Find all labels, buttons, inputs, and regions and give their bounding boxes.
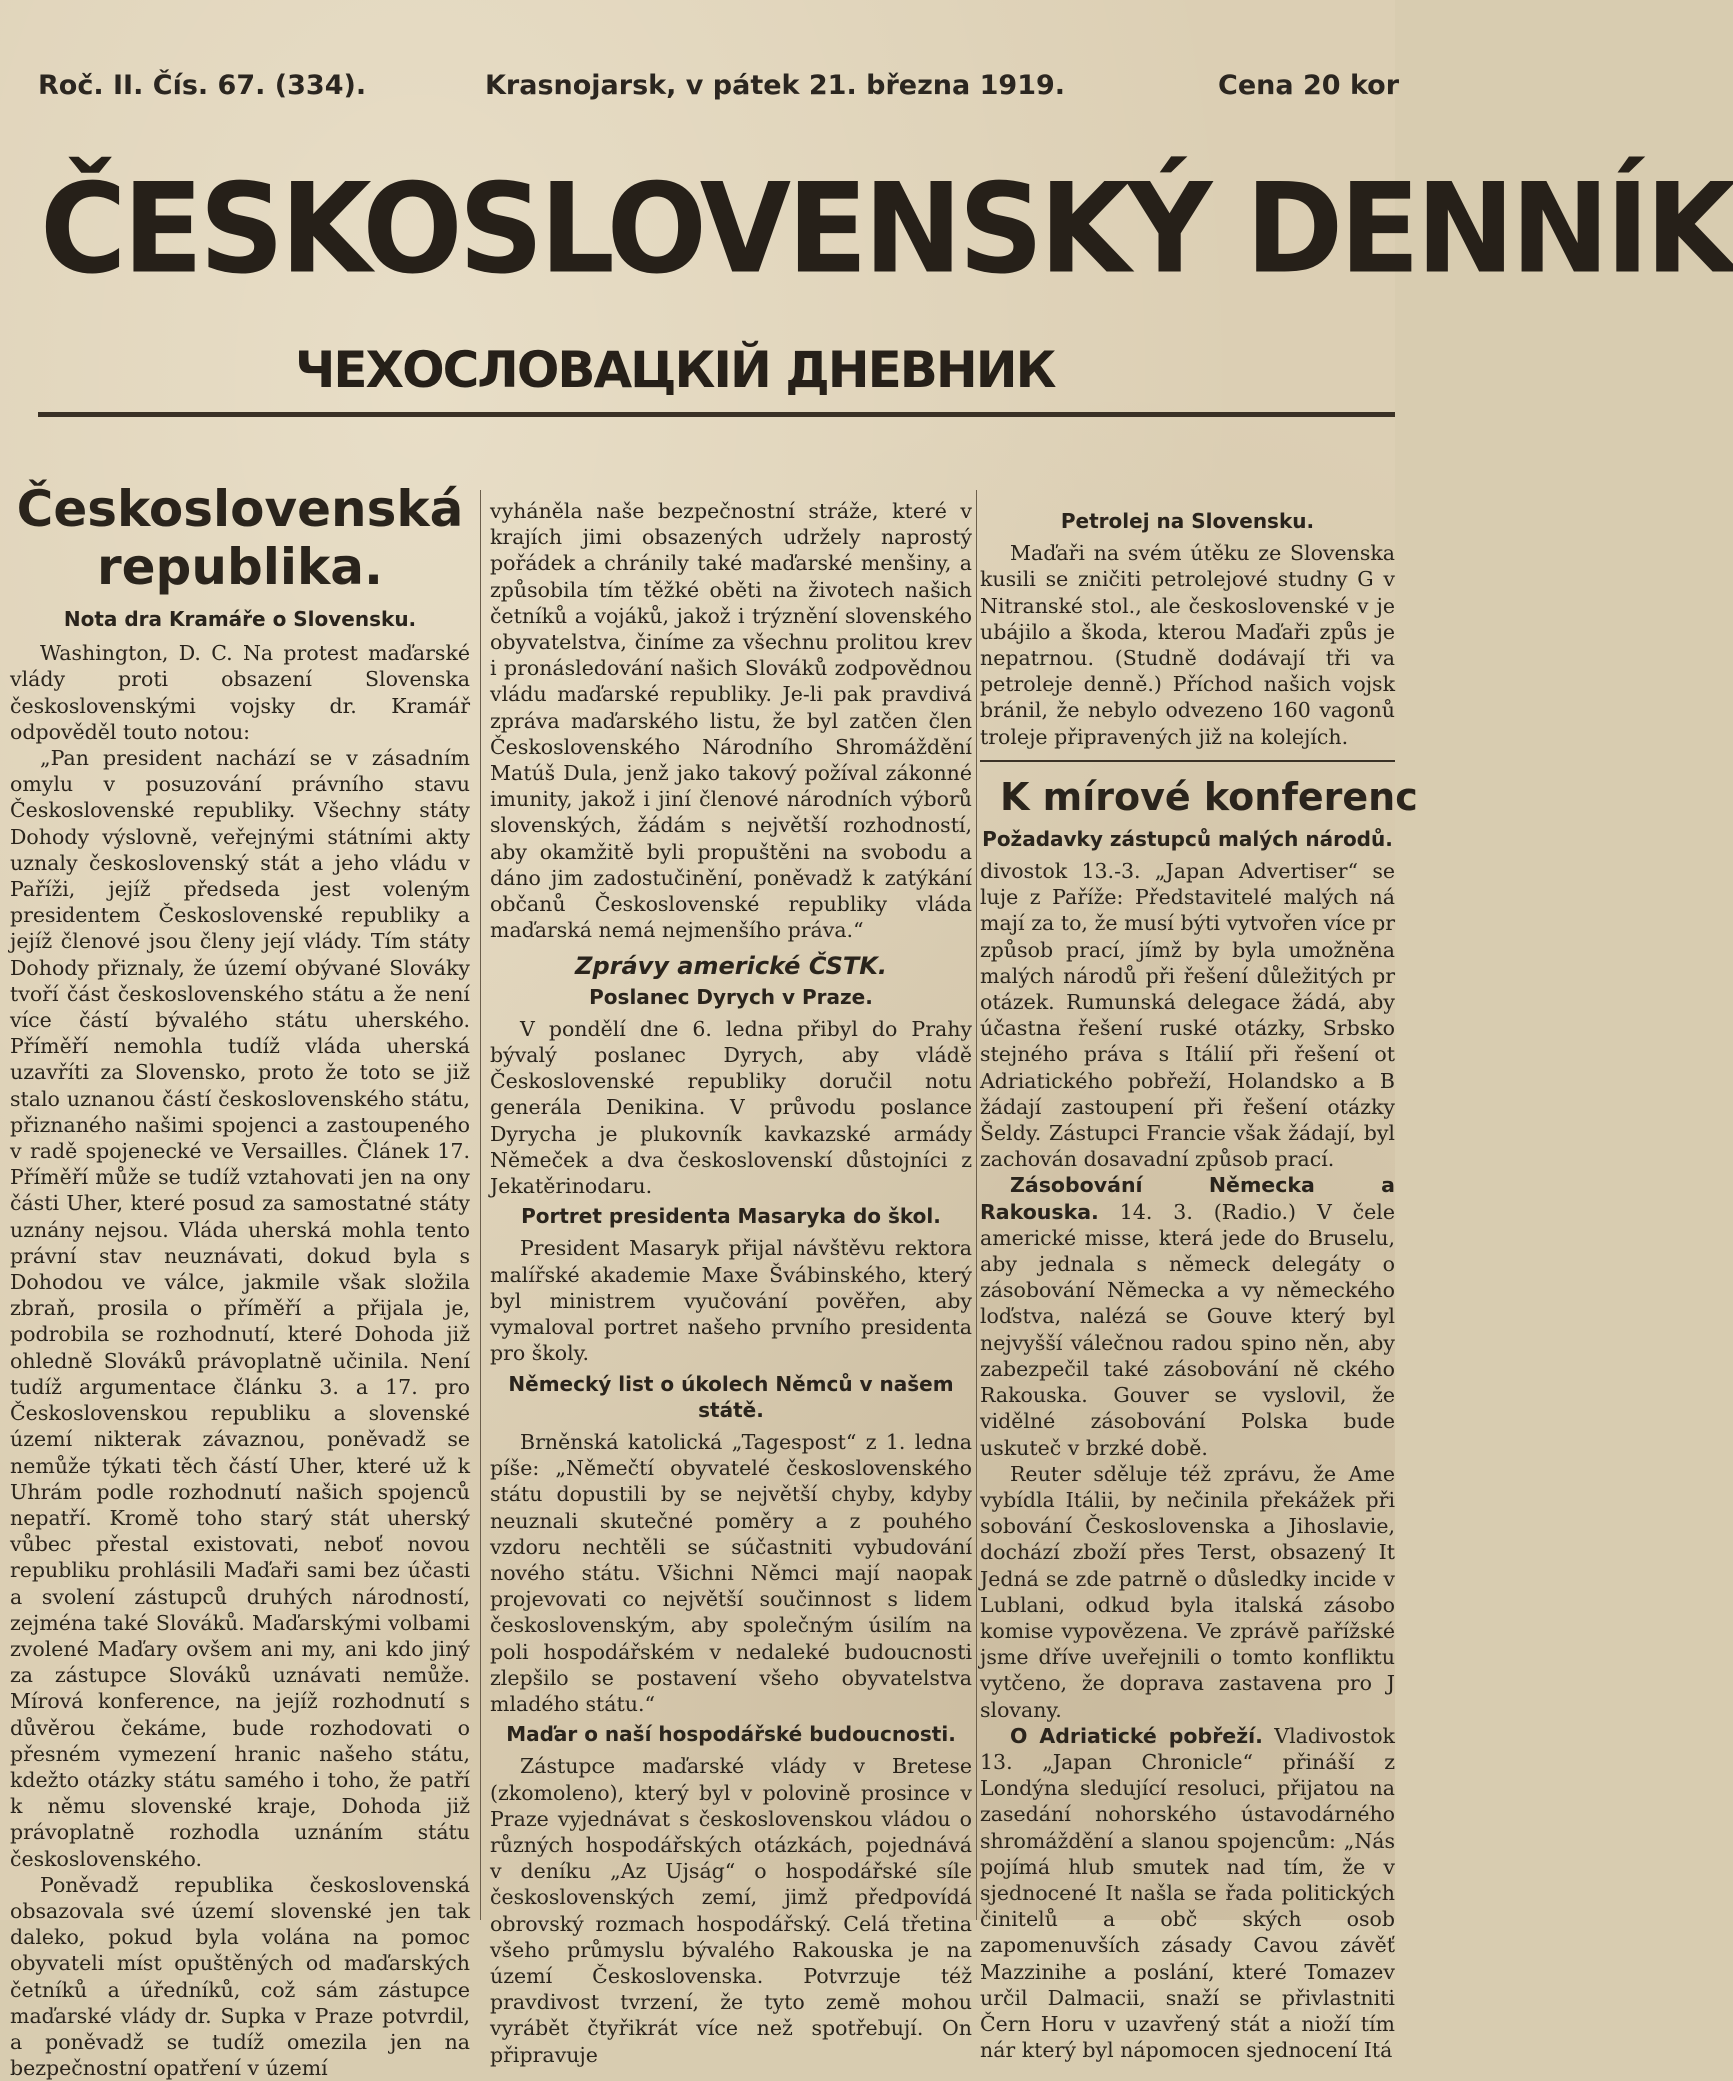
column-3	[980, 504, 1418, 2063]
issue-number: Roč. II. Čís. 67. (334).	[38, 70, 367, 101]
article-paragraph: vyháněla naše bezpečnostní stráže, které v krajích jimi obsazených udržely naprostý pořádek a chránily také maďarské menšiny, a způsobila tím těžké oběti na životech našich četníků a vojáků, jakož i trýznění slovenského obyvatelstva, činíme za všechnu prolitou krev i pronásledování našich Slováků zodpovědnou vládu maďarské republiky. Je-li pak pravdivá zpráva maďarského listu, že byl zatčen člen Československého Národního Shromáždění Matúš Dula, jenž jako takový požíval zákonné imunity, jakož i jiní členové národních výborů slovenských, žádám s největší rozhodností, aby okamžitě byli propuštěni na svobodu a dáno jim zadostučinění, poněvadž k zatýkání občanů Československé republiky vláda maďarská nemá nejmenšího práva.“	[490, 499, 972, 943]
article-paragraph: Washington, D. C. Na protest maďarské vlády proti obsazení Slovenska československými vojsky dr. Kramář odpověděl touto notou:	[10, 641, 470, 744]
article-paragraph: „Pan president nachází se v zásadním omylu v posuzování právního stavu Československé republiky. Všechny státy Dohody výslovně, veřejnými státními akty uznaly československý stát a jeho vládu v Paříži, jejíž předseda jest voleným presidentem Československé republiky a jejíž členové jsou členy její vlády. Tím státy Dohody přiznaly, že území obývané Slováky tvoří část československého státu a že není více částí bývalého státu uherského. Příměří nemohla tudíž vláda uherská uzavříti za Slovensko, proto že toto se již stalo uznanou částí československého státu, přiznaného našimi spojenci a zastoupeného v radě spojenecké ve Versailles. Článek 17. Příměří může se tudíž vztahovati jen na ony části Uher, které posud za samostatné státy uznány nejsou. Vláda uherská mohla tento právní stav neuznávati, dokud byla s Dohodou ve válce, jakmile však složila zbraň, prosila o příměří a přijala je, podrobila se rozhodnutí, které Dohoda již ohledně Slováků právoplatně učinila. Není tudíž argumentace článku 3. a 17. pro Československou republiku a slovenské území nikterak závaznou, poněvadž se nemůže týkati těch částí Uher, které už k Uhrám podle rozhodnutí našich spojenců nepatří. Kromě toho starý stát uherský vůbec přestal existovati, neboť novou republiku prohlásili Maďaři sami bez účasti a svolení zástupců druhých národností, zejména také Slováků. Maďarskými volbami zvolené Maďary ovšem ani my, ani kdo jiný za zástupce Slováků uznávati nemůže. Mírová konference, na jejíž rozhodnutí s důvěrou čekáme, bude rozhodovati o přesném vymezení hranic našeho státu, kdežto otázky státu samého i toho, že patří k němu slovenské kraje, Dohoda již právoplatně rozhodla uznáním státu československého.	[10, 746, 470, 1871]
article-paragraph: 14. 3. (Radio.) V čele americké misse, která jede do Bruselu, aby jednala s německ delegáty o zásobování Německa a vy německého loďstva, nalézá se Gouve který byl nejvyšší válečnou radou spino něn, aby zabezpečil také zásobování ně ckého Rakouska. Gouver se vyslovil, že vidělné zásobování Polska bude uskuteč v brzké době.	[980, 1199, 1395, 1460]
column-1	[10, 480, 470, 2081]
price: Cena 20 kor	[1218, 70, 1400, 101]
paragraph-lead: Zásobování Německa a Rakouska.	[980, 1173, 1395, 1224]
section-title: Zprávy americké ČSTK.	[575, 952, 887, 981]
article-paragraph: divostok 13.-3. „Japan Advertiser“ se luje z Paříže: Představitelé malých ná mají za to, že musí býti vytvořen více pr způsob prací, jímž by byla umožněna malých národů při řešení důležitých pr otázek. Rumunská delegace žádá, aby účastna řešení ruské otázky, Srbsko stejného práva s Itálií při řešení ot Adriatického pobřeží, Holandsko a B žádají zastoupení při řešení otázky Šeldy. Zástupci Francie však žádají, byl zachován dosavadní způsob prací.	[980, 859, 1395, 1172]
header-line	[0, 70, 1400, 120]
section-subtitle: Maďar o naší hospodářské budoucnosti.	[506, 1722, 956, 1747]
article-title: K mírové konferenc	[1000, 774, 1418, 819]
place-date: Krasnojarsk, v pátek 21. března 1919.	[485, 70, 1066, 101]
section-subtitle: Německý list o úkolech Němců v našem státě.	[508, 1371, 954, 1422]
masthead-subtitle: ЧЕХОСЛОВАЦКІЙ ДНЕВНИК	[295, 341, 1055, 399]
section-subtitle: Požadavky zástupců malých národů.	[982, 826, 1393, 851]
article-paragraph: Maďaři na svém útěku ze Slovenska kusili se zničiti petrolejové studny G v Nitranské stol., ale československé v je ubájilo a škoda, kterou Maďaři způs je nepatrnou. (Studně dodávají tři va petroleje denně.) Příchod našich vojsk bránil, že nebylo odvezeno 160 vagonů troleje připravených již na kolejích.	[980, 541, 1395, 749]
article-subtitle: Nota dra Kramáře o Slovensku.	[63, 607, 417, 631]
section-subtitle: Poslanec Dyrych v Praze.	[589, 984, 873, 1009]
section-rule	[980, 760, 1395, 762]
article-paragraph: Brněnská katolická „Tagespost“ z 1. ledna píše: „Němečtí obyvatelé československého státu dopustili by se největší chyby, kdyby neuznali skutečné poměry a z pouhého vzdoru nechtěli se súčastniti vybudování nového státu. Všichni Němci mají naopak projevovati co největší součinnost s lidem československým, aby společným úsilím na poli hospodářském v nedaleké budoucnosti zlepšilo se postavení všeho obyvatelstva mladého státu.“	[490, 1429, 972, 1716]
article-paragraph: President Masaryk přijal návštěvu rektora malířské akademie Maxe Švábinského, který byl ministrem vyučování pověřen, aby vymaloval portret našeho prvního presidenta pro školy.	[490, 1236, 972, 1366]
article-title-line: Československá	[16, 480, 464, 538]
article-paragraph: Zástupce maďarské vlády v Bretese (zkomoleno), který byl v polovině prosince v Praze vyjednávat s československou vládou o různých hospodářských otázkách, pojednává v deníku „Az Ujság“ o hospodářské síle československých zemí, jimž předpovídá obrovský rozmach hospodářský. Celá třetina všeho průmyslu bývalého Rakouska je na území Československa. Potvrzuje též pravdivost tvrzení, že tyto země mohou vyrábět čtyřikrát více než spotřebují. On připravuje	[490, 1754, 972, 2067]
section-subtitle: Petrolej na Slovensku.	[1060, 509, 1315, 533]
section-subtitle: Portret presidenta Masaryka do škol.	[521, 1204, 941, 1229]
article-paragraph: Reuter sděluje též zprávu, že Ame vybídla Itálii, by nečinila překážek při sobování Československa a Jihoslavie, dochází zboží přes Terst, obsazený It Jedná se zde patrně o důsledky incide v Lublani, odkud byla italská zásobo komise vypovězena. Ve zprávě pařížské jsme dříve uveřejnili o tomto konfliktu vytčeno, že doprava zastavena pro J slovany.	[980, 1461, 1395, 1722]
article-paragraph: V pondělí dne 6. ledna přibyl do Prahy bývalý poslanec Dyrych, aby vládě Československé republiky doručil notu generála Denikina. V průvodu poslance Dyrycha je plukovník kavkazské armády Němeček a dva československí důstojníci z Jekatěrinodaru.	[490, 1016, 972, 1199]
article-title	[10, 480, 470, 596]
article-paragraph: Poněvadž republika československá obsazovala své území slovenské jen tak daleko, pokud byla volána na pomoc obyvateli míst opuštěných od maďarských četníků a úředníků, což sám zástupce maďarské vlády dr. Supka v Praze potvrdil, a poněvadž se tudíž omezila jen na bezpečnostní opatření v území	[10, 1872, 470, 2081]
masthead-rule	[38, 412, 1395, 417]
paragraph-lead: O Adriatické pobřeží.	[1010, 1723, 1263, 1748]
column-divider	[976, 490, 977, 1920]
masthead-title: ČESKOSLOVENSKÝ DENNÍK	[40, 155, 1733, 301]
column-2	[490, 498, 972, 2067]
article-title-line: republika.	[96, 538, 383, 596]
column-divider	[480, 490, 481, 1920]
article-paragraph: Vladivostok 13. „Japan Chronicle“ přináší z Londýna sledující resoluci, přijatou na zasedání nohorského ústavodárného shromáždění a slanou spojencům: „Nás pojímá hlub smutek nad tím, že v sjednocené It našla se řada politických činitelů a obč ských osob zapomenuvších zásady Cavou závěť Mazzinihe a poslání, které Tomazev určil Dalmacii, snaží se přivlastniti Čern Horu v uzavřený stát a nioží tím nár který byl nápomocen sjednocení Itá	[980, 1723, 1395, 2063]
